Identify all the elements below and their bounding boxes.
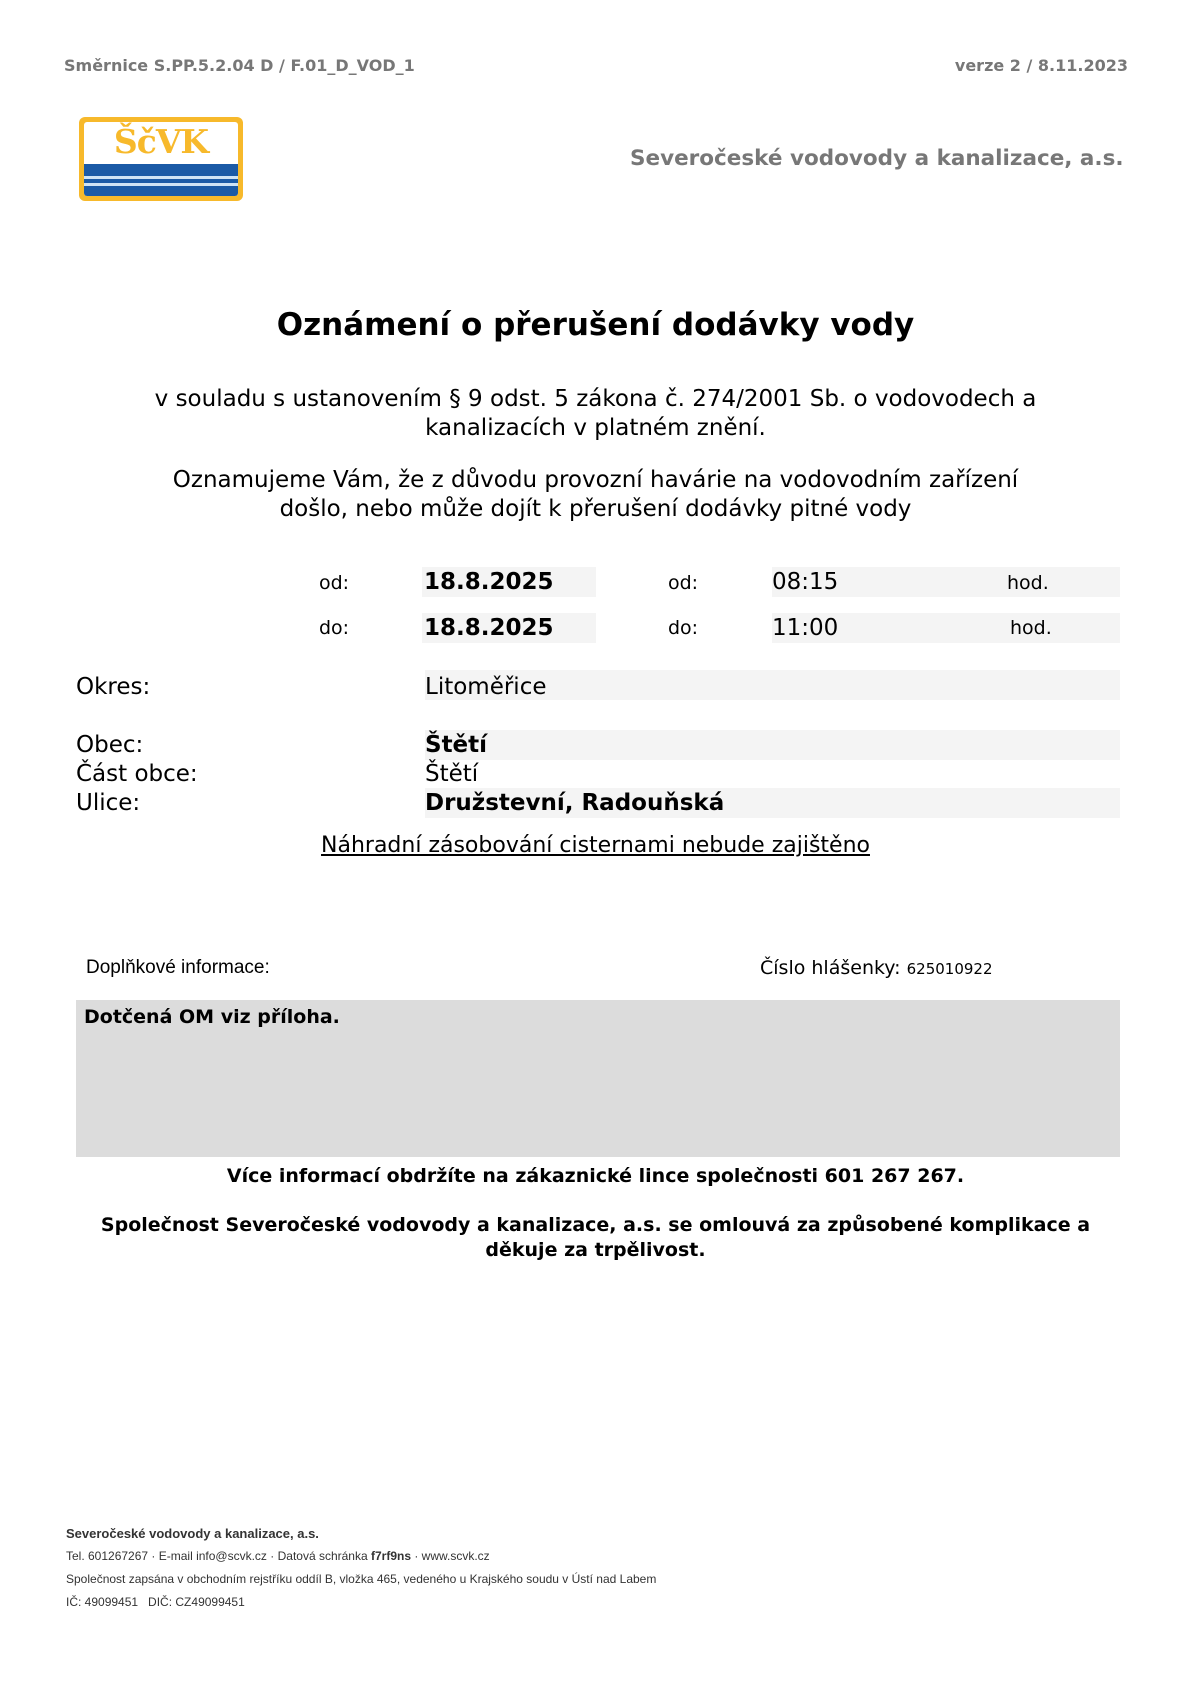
intro-line: došlo, nebo může dojít k přerušení dodávky pitné vody (279, 496, 912, 522)
report-number-wrap (760, 957, 993, 979)
footer-contact-text: Tel. 601267267 · E-mail info@scvk.cz · Datová schránka (66, 1549, 371, 1563)
contact-line: Více informací obdržíte na zákaznické lince společnosti 601 267 267. (226, 1165, 965, 1187)
intro-line: Oznamujeme Vám, že z důvodu provozní havárie na vodovodním zařízení (172, 467, 1019, 493)
district-label: Okres: (76, 674, 151, 700)
apology-line: děkuje za trpělivost. (485, 1239, 706, 1261)
municipality-box (425, 730, 1120, 760)
street-value: Družstevní, Radouňská (425, 790, 725, 816)
to-time-label: do: (668, 617, 699, 639)
from-time-unit: hod. (1007, 572, 1049, 594)
municipality-part-value: Štětí (425, 761, 479, 787)
municipality-value: Štětí (425, 732, 488, 758)
footer-company: Severočeské vodovody a kanalizace, a.s. (66, 1526, 319, 1541)
legal-basis-line: kanalizacích v platném znění. (425, 415, 766, 441)
document-version: verze 2 / 8.11.2023 (954, 56, 1128, 75)
district-value: Litoměřice (425, 674, 547, 700)
replacement-supply-note: Náhradní zásobování cisternami nebude zajištěno (321, 833, 870, 858)
to-time: 11:00 (772, 615, 839, 641)
from-date: 18.8.2025 (424, 569, 554, 595)
from-date-label: od: (319, 572, 350, 594)
directive-code: Směrnice S.PP.5.2.04 D / F.01_D_VOD_1 (64, 56, 415, 75)
street-label: Ulice: (76, 790, 141, 816)
additional-info-label: Doplňkové informace: (86, 957, 270, 978)
footer-registry: Společnost zapsána v obchodním rejstříku oddíl B, vložka 465, vedeného u Krajského soudu v Ústí nad Labem (66, 1572, 657, 1586)
apology-line: Společnost Severočeské vodovody a kanalizace, a.s. se omlouvá za způsobené komplikace a (100, 1214, 1091, 1236)
footer-data-box: f7rf9ns (370, 1549, 411, 1563)
additional-info-box (76, 1000, 1120, 1157)
footer-website: · www.scvk.cz (411, 1549, 490, 1563)
to-date-label: do: (319, 617, 350, 639)
report-number-label: Číslo hlášenky: (760, 957, 901, 979)
to-time-unit: hod. (1010, 617, 1052, 639)
municipality-part-label: Část obce: (76, 761, 198, 787)
intro-text (100, 466, 1091, 524)
municipality-label: Obec: (76, 732, 144, 758)
additional-info-text: Dotčená OM viz příloha. (84, 1006, 340, 1028)
footer-ids: IČ: 49099451 DIČ: CZ49099451 (66, 1595, 245, 1609)
company-name: Severočeské vodovody a kanalizace, a.s. (630, 146, 1124, 171)
legal-basis (100, 385, 1091, 443)
scvk-logo (79, 117, 243, 201)
to-date: 18.8.2025 (424, 615, 554, 641)
report-number: 625010922 (906, 960, 993, 978)
from-time: 08:15 (772, 569, 839, 595)
logo-text: ŠčVK (113, 122, 209, 161)
logo-stripe (84, 164, 238, 176)
page-title: Oznámení o přerušení dodávky vody (276, 307, 915, 343)
legal-basis-line: v souladu s ustanovením § 9 odst. 5 zákona č. 274/2001 Sb. o vodovodech a (154, 386, 1037, 412)
from-time-label: od: (668, 572, 699, 594)
footer-contact (66, 1549, 490, 1563)
logo-stripe (84, 186, 238, 196)
apology-text (0, 1213, 1191, 1263)
replacement-supply-wrap (0, 833, 1191, 858)
